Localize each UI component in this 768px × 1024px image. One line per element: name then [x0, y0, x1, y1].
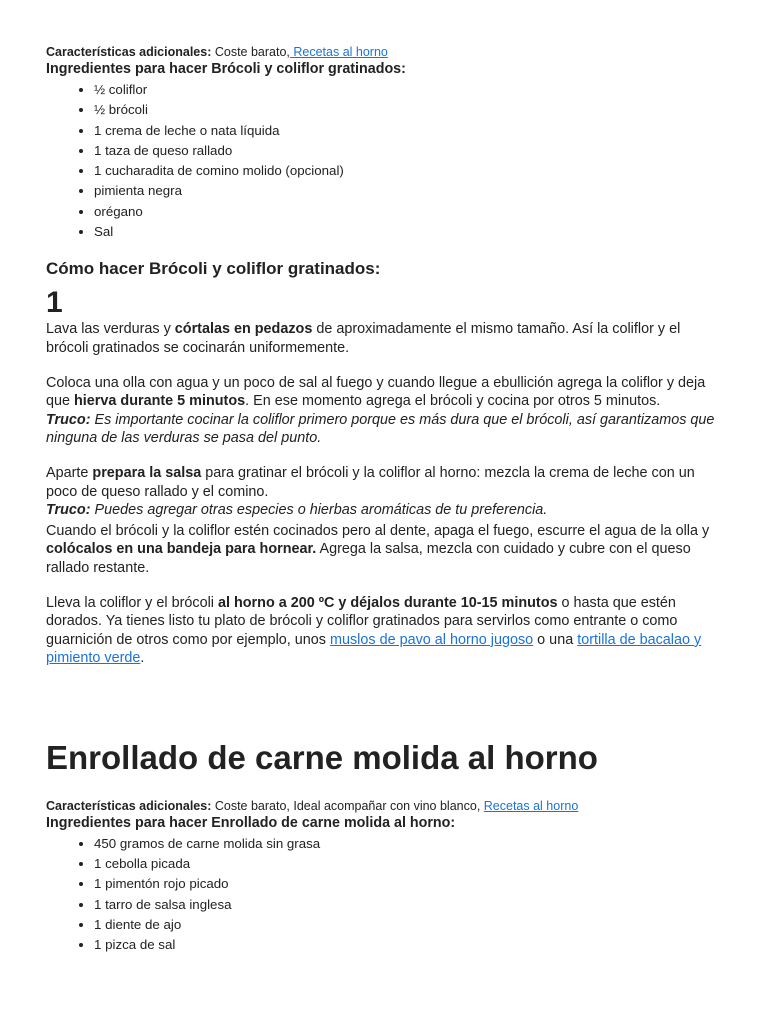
text: Lava las verduras y [46, 321, 175, 338]
ingredients-title: Ingredientes para hacer Brócoli y coliflor gratinados: [46, 61, 406, 77]
text: de aproximadamente el mismo tamaño. Así la coliflor y el brócoli gratinados se cocinarán uniformemente. [46, 321, 681, 356]
list-item: • Sal [94, 222, 726, 242]
bold-text: hierva durante 5 minutos [74, 393, 246, 410]
bold-text: colócalos en una bandeja para hornear. [46, 541, 317, 558]
ingredients-list [46, 80, 726, 242]
meta-text: Coste barato, [211, 45, 290, 59]
meta-label: Características adicionales: [46, 798, 212, 813]
paragraph-1 [46, 320, 726, 357]
list-item: • ½ brócoli [94, 100, 726, 120]
text: Aparte [46, 464, 93, 481]
recipe2-meta [46, 798, 726, 814]
paragraph-4 [46, 522, 726, 578]
list-item: • 1 cebolla picada [94, 854, 726, 874]
ingredients-title: Ingredientes para hacer Enrollado de carne molida al horno: [46, 814, 456, 831]
text: . [140, 650, 145, 667]
cod-tortilla-link[interactable]: tortilla de bacalao y pimiento verde [46, 631, 702, 667]
tip-label: Truco: [46, 502, 91, 519]
tip-text: Es importante cocinar la coliflor primero porque es más dura que el brócoli, así garantizamos que ninguna de las verduras se pasa del punto. [46, 411, 715, 447]
recipes-oven-link[interactable]: Recetas al horno [289, 45, 388, 59]
list-item: • orégano [94, 202, 726, 222]
bold-text: córtalas en pedazos [174, 321, 313, 338]
list-item: • 1 taza de queso rallado [94, 141, 726, 161]
paragraph-3 [46, 464, 726, 520]
how-to-heading: Cómo hacer Brócoli y coliflor gratinados: [46, 259, 381, 279]
text: . En ese momento agrega el brócoli y cocina por otros 5 minutos. [245, 393, 661, 410]
tip-text: Puedes agregar otras especies o hierbas aromáticas de tu preferencia. [90, 502, 548, 519]
list-item: • 1 tarro de salsa inglesa [94, 895, 726, 915]
list-item: • 1 pimentón rojo picado [94, 874, 726, 894]
document-page [46, 44, 726, 956]
text: Cuando el brócoli y la coliflor estén cocinados pero al dente, apaga el fuego, escurre el agua de la olla y [46, 522, 710, 539]
meta-label: Características adicionales: [46, 45, 212, 59]
text: Coloca una olla con agua y un poco de sal al fuego y cuando llegue a ebullición agrega la coliflor y deja que [46, 374, 706, 410]
recipes-oven-link[interactable]: Recetas al horno [483, 798, 579, 813]
turkey-recipe-link[interactable]: muslos de pavo al horno jugoso [329, 631, 534, 648]
paragraph-2 [46, 374, 726, 448]
meta-text: Coste barato, Ideal acompañar con vino blanco, [211, 798, 484, 813]
bold-text: prepara la salsa [92, 464, 202, 481]
text: o una [533, 631, 578, 648]
list-item: • pimienta negra [94, 181, 726, 201]
ingredients-list [46, 834, 726, 956]
list-item: • 1 crema de leche o nata líquida [94, 121, 726, 141]
recipe2-title: Enrollado de carne molida al horno [46, 738, 598, 776]
recipe1-meta [46, 44, 726, 60]
paragraph-5 [46, 594, 726, 668]
step-number: 1 [46, 286, 63, 320]
list-item: • ½ coliflor [94, 80, 726, 100]
list-item: • 1 cucharadita de comino molido (opcional) [94, 161, 726, 181]
text: o hasta que estén dorados. Ya tienes listo tu plato de brócoli y coliflor gratinados para servirlos como entrante o como guarnición de otros como por ejemplo, unos [46, 594, 678, 648]
text: Agrega la salsa, mezcla con cuidado y cubre con el queso rallado restante. [46, 541, 691, 576]
list-item: • 1 pizca de sal [94, 935, 726, 955]
text: para gratinar el brócoli y la coliflor al horno: mezcla la crema de leche con un poco de queso rallado y el comino. [46, 464, 695, 500]
text: Lleva la coliflor y el brócoli [46, 594, 218, 611]
list-item: • 450 gramos de carne molida sin grasa [94, 834, 726, 854]
bold-text: al horno a 200 ºC y déjalos durante 10-15 minutos [217, 594, 558, 611]
tip-label: Truco: [46, 411, 91, 428]
list-item: • 1 diente de ajo [94, 915, 726, 935]
